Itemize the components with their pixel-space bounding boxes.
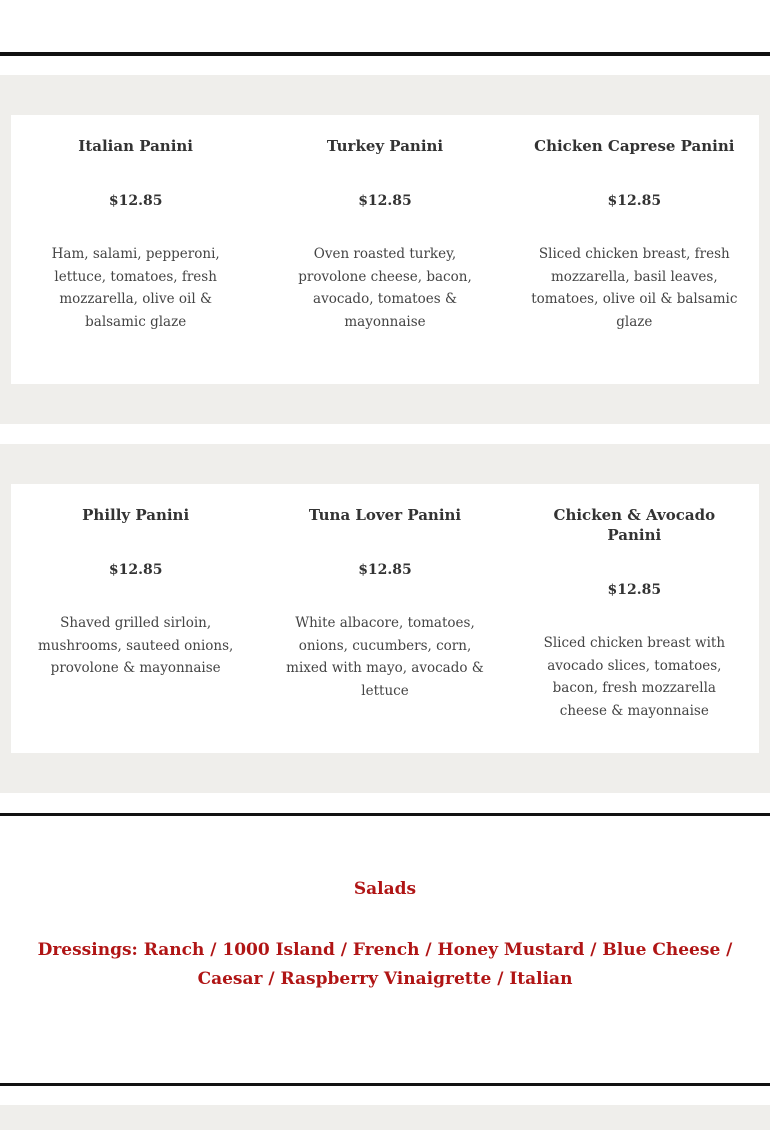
menu-item (11, 115, 260, 384)
menu-item-price: $12.85 (607, 582, 662, 598)
menu-item-description: White albacore, tomatoes, onions, cucumbers, corn, mixed with mayo, avocado & lettuce (286, 615, 484, 699)
next-section-band (0, 1105, 770, 1130)
menu-item-name: Chicken Caprese Panini (534, 137, 735, 155)
menu-item-description: Sliced chicken breast with avocado slices, tomatoes, bacon, fresh mozzarella cheese & mayonnaise (543, 635, 726, 719)
menu-item (260, 484, 509, 753)
menu-item (260, 115, 509, 384)
menu-item-price: $12.85 (358, 562, 412, 578)
salads-dressings-list: Dressings: Ranch / 1000 Island / French / Honey Mustard / Blue Cheese / Caesar / Raspberry Vinaigrette / Italian (37, 940, 733, 989)
section-divider-top (0, 52, 770, 56)
menu-item (510, 484, 759, 753)
salads-heading: Salads (353, 879, 417, 899)
menu-item-name: Chicken & Avocado Panini (553, 506, 716, 544)
section-divider-salads-bottom (0, 1083, 770, 1086)
menu-item-price: $12.85 (358, 193, 412, 209)
menu-item-description: Sliced chicken breast, fresh mozzarella, basil leaves, tomatoes, olive oil & balsamic glaze (531, 246, 738, 330)
menu-item-price: $12.85 (108, 562, 163, 578)
menu-item (510, 115, 759, 384)
menu-item-description: Shaved grilled sirloin, mushrooms, sauteed onions, provolone & mayonnaise (38, 615, 234, 676)
menu-item-description: Oven roasted turkey, provolone cheese, bacon, avocado, tomatoes & mayonnaise (298, 246, 472, 330)
menu-item-name: Philly Panini (82, 506, 190, 524)
menu-item-name: Tuna Lover Panini (308, 506, 462, 524)
menu-item-price: $12.85 (607, 193, 662, 209)
menu-item (11, 484, 260, 753)
menu-item-name: Italian Panini (78, 137, 194, 155)
salads-section (0, 816, 770, 994)
menu-item-description: Ham, salami, pepperoni, lettuce, tomatoes, fresh mozzarella, olive oil & balsamic glaze (51, 246, 220, 330)
menu-item-name: Turkey Panini (326, 137, 444, 155)
panini-card-row-2 (11, 484, 759, 753)
menu-item-price: $12.85 (108, 193, 163, 209)
panini-card-row-1 (11, 115, 759, 384)
